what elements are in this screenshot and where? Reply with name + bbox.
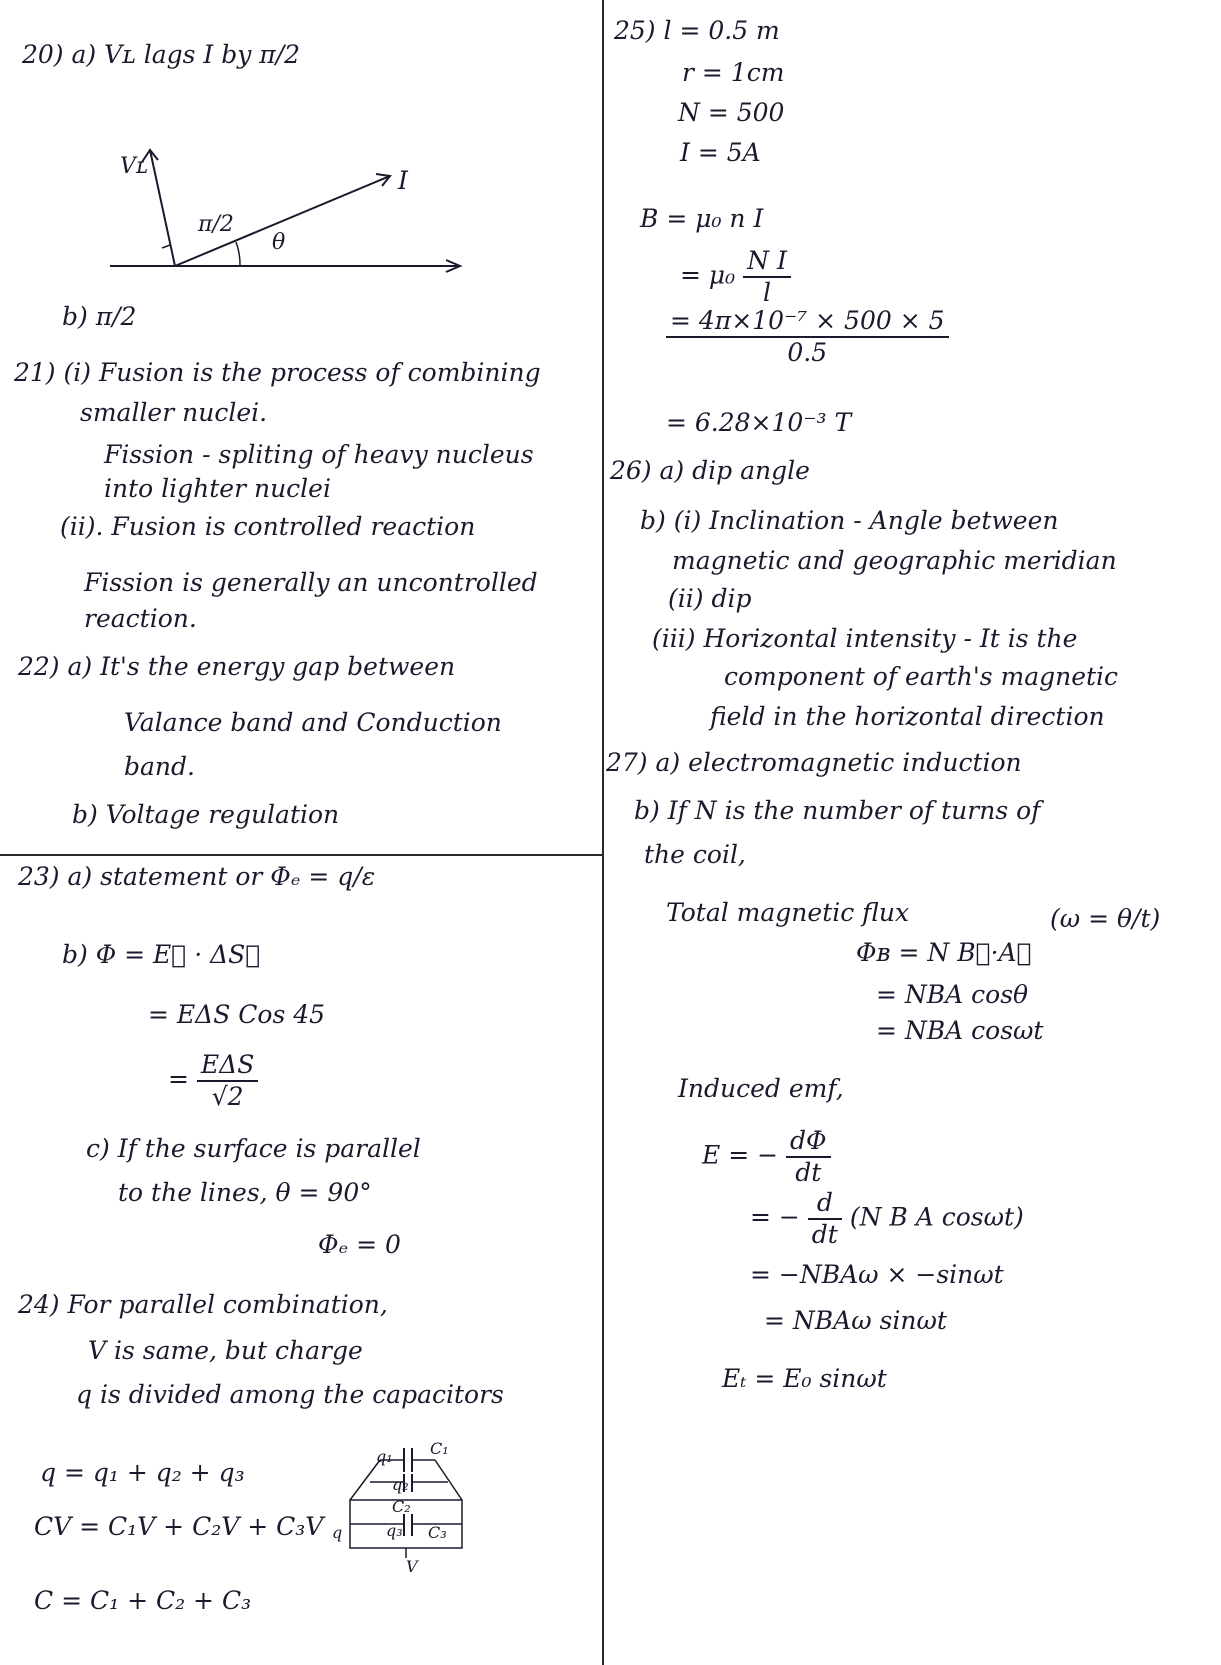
q24-line3: q is divided among the capacitors [76,1380,504,1409]
q21-ii-line3: reaction. [84,604,197,633]
q27-emf-3: = −NBAω × −sinωt [750,1260,1004,1289]
q20-diagram-right-angle: π/2 [198,212,234,237]
q22-a-line1: 22) a) It's the energy gap between [18,652,456,681]
q23-b-line2: = EΔS Cos 45 [148,1000,326,1029]
q24-eq1: q = q₁ + q₂ + q₃ [40,1458,245,1487]
q22-b: b) Voltage regulation [72,800,340,829]
q25-eq3: $\frac{\text{= 4π×10⁻⁷ × 500 × 5}}{0.5}$ [666,306,949,368]
q20-diagram-theta: θ [272,230,286,255]
q21-i-line1: 21) (i) Fusion is the process of combining [14,358,541,387]
q26-b-line1: b) (i) Inclination - Angle between [640,506,1059,535]
q25-eq1: B = μ₀ n I [640,204,764,233]
right-column [604,0,1221,1665]
q26-b-line2: magnetic and geographic meridian [672,546,1117,575]
q25-given-n: N = 500 [678,98,785,127]
q23-c-line2: to the lines, θ = 90° [118,1178,372,1207]
q21-i-line3: Fission - spliting of heavy nucleus [104,440,534,469]
q21-i-line4: into lighter nuclei [104,474,331,503]
q25-eq4: = 6.28×10⁻³ T [666,408,852,437]
q21-ii-line1: (ii). Fusion is controlled reaction [60,512,476,541]
q24-eq2: CV = C₁V + C₂V + C₃V [34,1512,324,1541]
q27-b-line2: the coil, [644,840,746,869]
q27-flux-label: Total magnetic flux [666,898,910,927]
q24-eq3: C = C₁ + C₂ + C₃ [34,1586,252,1615]
q23-b-line3: = $\frac{\text{EΔS}}{√2}$ [168,1050,258,1112]
q27-a: 27) a) electromagnetic induction [606,748,1022,777]
q27-emf-label: Induced emf, [678,1074,844,1103]
q23-a: 23) a) statement or Φₑ = q/ε [18,862,376,891]
q27-emf-4: = NBAω sinωt [764,1306,947,1335]
q24-diagram-v: V [406,1557,418,1576]
q21-i-line2: smaller nuclei. [80,398,268,427]
q24-diagram-q3: q₃ [386,1521,403,1540]
q20-phasor-diagram [100,120,480,290]
q23-b-line1: b) Φ = E⃗ · ΔS⃗ [62,940,261,969]
q27-emf-1: E = − $\frac{d\Phi}{dt}$ [702,1126,831,1188]
q26-a: 26) a) dip angle [610,456,810,485]
q24-line2: V is same, but charge [88,1336,363,1365]
q26-b-iii-line1: (iii) Horizontal intensity - It is the [652,624,1078,653]
q24-diagram-q2: q₂ [392,1475,409,1494]
q27-flux-3: = NBA cosωt [876,1016,1044,1045]
q24-diagram-c1: C₁ [430,1439,449,1458]
q25-given-l: 25) l = 0.5 m [614,16,780,45]
q22-a-line3: band. [124,752,195,781]
q23-c-line1: c) If the surface is parallel [86,1134,421,1163]
q22-a-line2: Valance band and Conduction [124,708,502,737]
q25-eq2: = μ₀ $\frac{\text{N I}}{l}$ [680,246,791,308]
q23-c-line3: Φₑ = 0 [318,1230,401,1259]
q24-diagram-q: q [332,1523,343,1542]
left-column [0,0,600,1665]
q27-flux-2: = NBA cosθ [876,980,1029,1009]
q20-a: 20) a) Vʟ lags I by π/2 [22,40,301,69]
q27-b-line1: b) If N is the number of turns of [634,796,1041,825]
q21-ii-line2: Fission is generally an uncontrolled [84,568,538,597]
q25-given-r: r = 1cm [682,58,785,87]
q24-diagram-q1: q₁ [376,1447,393,1466]
q27-flux-1: Φʙ = N B⃗·A⃗ [856,938,1032,967]
q26-b-iii-line3: field in the horizontal direction [710,702,1105,731]
q20-diagram-i: I [398,166,408,195]
q27-emf-2: = − $\frac{d}{dt}$ (N B A cosωt) [750,1188,1024,1249]
q26-b-iii-line2: component of earth's magnetic [724,662,1119,691]
q20-diagram-vl: Vʟ [120,154,148,179]
q20-b: b) π/2 [62,302,137,331]
q27-emf-5: Eₜ = E₀ sinωt [722,1364,887,1393]
q24-line1: 24) For parallel combination, [18,1290,388,1319]
q26-b-ii: (ii) dip [668,584,752,613]
q24-diagram-c3: C₃ [428,1523,447,1542]
q27-omega: (ω = θ/t) [1050,904,1161,933]
q25-given-i: I = 5A [680,138,761,167]
q24-diagram-c2: C₂ [392,1497,411,1516]
